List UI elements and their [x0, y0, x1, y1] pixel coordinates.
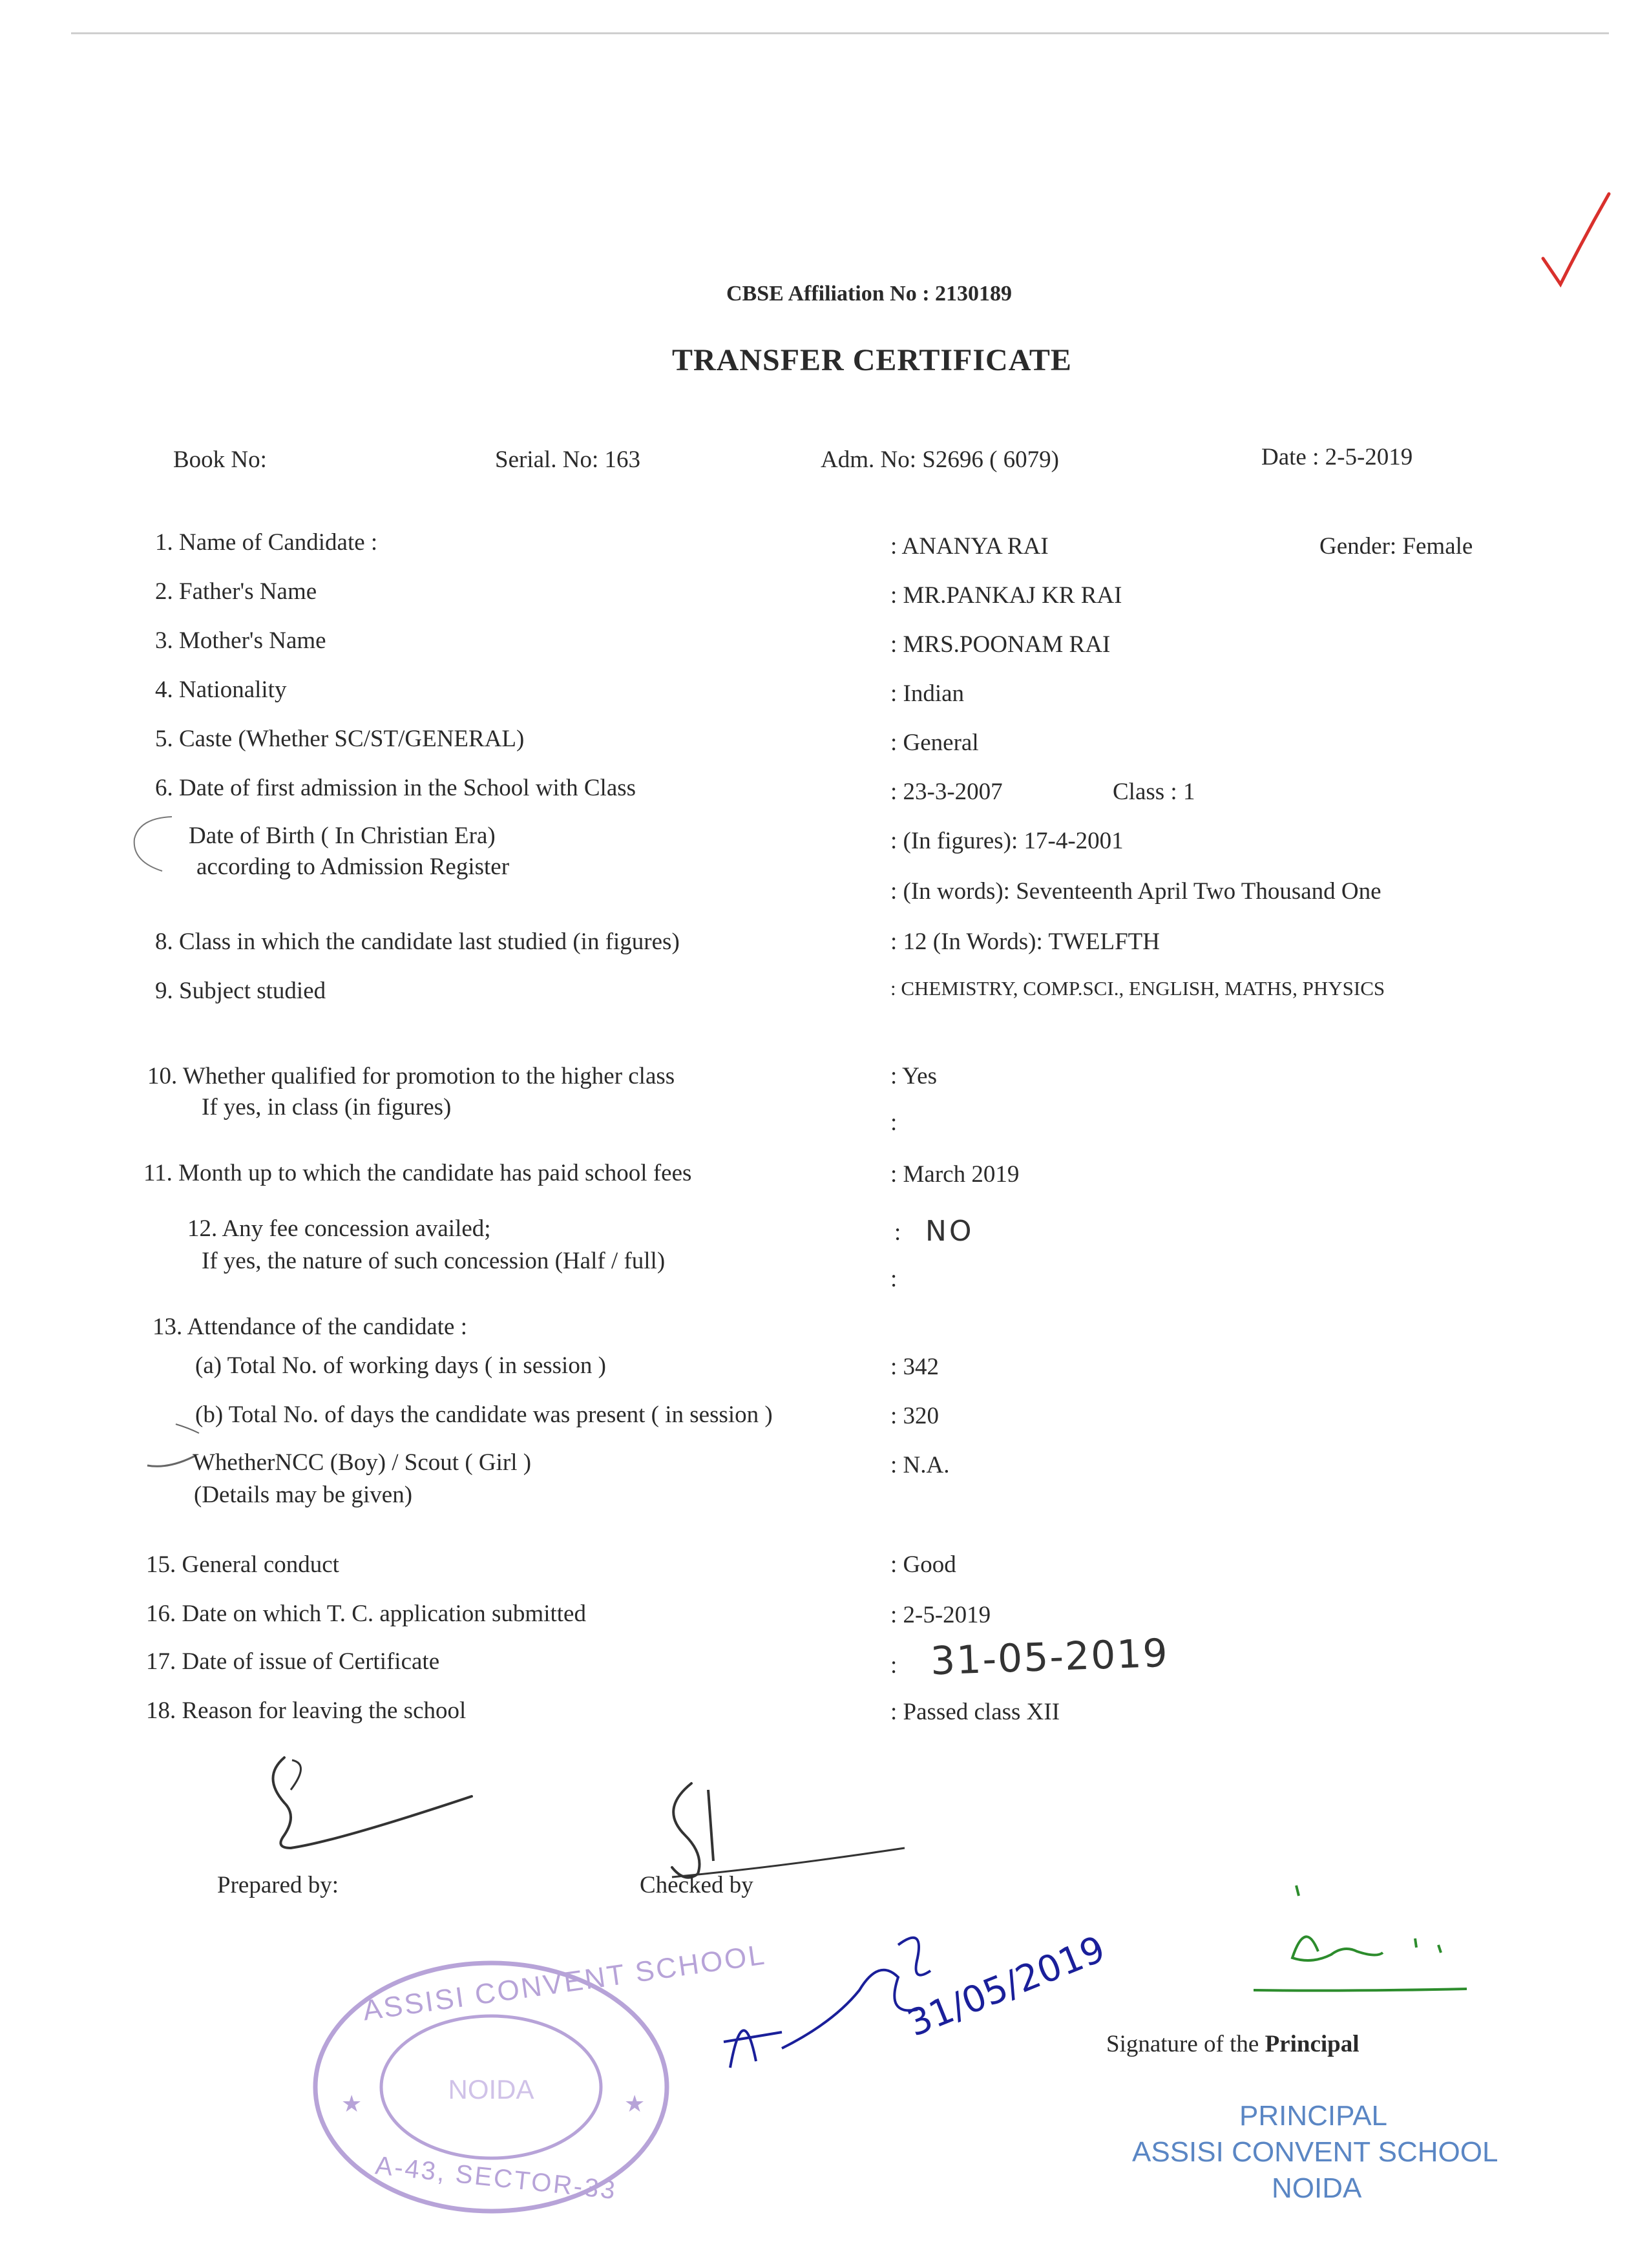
- issue-date: Date : 2-5-2019: [1261, 444, 1413, 470]
- school-seal: [310, 1938, 768, 2216]
- prepared-by-label: Prepared by:: [217, 1872, 339, 1898]
- value-promotion-class: :: [890, 1109, 898, 1136]
- value-nationality: : Indian: [890, 680, 965, 707]
- svg-text:★: ★: [341, 2090, 362, 2117]
- value-promotion: : Yes: [890, 1063, 937, 1089]
- value-gender: Gender: Female: [1319, 533, 1473, 560]
- label-first-admission: 6. Date of first admission in the School with Class: [155, 775, 636, 801]
- value-admission-class: Class : 1: [1113, 779, 1195, 805]
- label-issue-date: 17. Date of issue of Certificate: [146, 1648, 440, 1675]
- svg-text:★: ★: [624, 2090, 646, 2117]
- top-rule: [71, 32, 1609, 34]
- label-attendance: 13. Attendance of the candidate :: [152, 1314, 467, 1340]
- value-application-date: : 2-5-2019: [890, 1602, 991, 1628]
- value-issue-date-colon: :: [890, 1652, 898, 1679]
- value-ncc-scout: : N.A.: [890, 1452, 950, 1478]
- label-leaving-reason: 18. Reason for leaving the school: [146, 1697, 467, 1724]
- prepared-by-signature: [258, 1745, 491, 1861]
- book-number: Book No:: [173, 446, 267, 473]
- label-nationality: 4. Nationality: [155, 677, 287, 703]
- label-subjects: 9. Subject studied: [155, 978, 326, 1004]
- label-conduct: 15. General conduct: [146, 1551, 339, 1578]
- label-application-date: 16. Date on which T. C. application submitted: [146, 1601, 586, 1627]
- receipt-date-handwritten: 31/05/2019: [901, 1927, 1111, 2045]
- admission-number: Adm. No: S2696 ( 6079): [821, 446, 1059, 473]
- value-issue-date-handwritten: 31-05-2019: [929, 1630, 1170, 1685]
- checked-by-signature: [646, 1770, 918, 1887]
- label-father: 2. Father's Name: [155, 578, 317, 605]
- value-concession-colon: :: [894, 1219, 901, 1246]
- label-mother: 3. Mother's Name: [155, 627, 326, 654]
- label-working-days: (a) Total No. of working days ( in session ): [195, 1352, 606, 1379]
- certificate-title: TRANSFER CERTIFICATE: [672, 343, 1072, 377]
- value-father: : MR.PANKAJ KR RAI: [890, 582, 1122, 609]
- value-last-class: : 12 (In Words): TWELFTH: [890, 929, 1160, 955]
- principal-stamp-school: ASSISI CONVENT SCHOOL: [1132, 2136, 1498, 2168]
- value-caste: : General: [890, 730, 979, 756]
- label-dob-2: according to Admission Register: [196, 854, 510, 880]
- value-name: : ANANYA RAI: [890, 533, 1049, 560]
- value-working-days: : 342: [890, 1354, 940, 1380]
- value-concession-nature: :: [890, 1266, 898, 1292]
- label-last-class: 8. Class in which the candidate last studied (in figures): [155, 929, 680, 955]
- label-promotion-1: 10. Whether qualified for promotion to the higher class: [147, 1063, 675, 1089]
- value-leaving-reason: : Passed class XII: [890, 1699, 1060, 1725]
- serial-number: Serial. No: 163: [495, 446, 641, 473]
- value-conduct: : Good: [890, 1551, 956, 1578]
- school-seal-address: A-43, SECTOR-33: [373, 2151, 618, 2205]
- label-concession-1: 12. Any fee concession availed;: [187, 1215, 491, 1242]
- label-fees-paid: 11. Month up to which the candidate has paid school fees: [143, 1160, 692, 1186]
- school-seal-name: ASSISI CONVENT SCHOOL: [361, 1938, 768, 2027]
- punch-hole-mark: [127, 813, 185, 877]
- value-dob-words: : (In words): Seventeenth April Two Thousand One: [890, 878, 1381, 905]
- red-tick-mark: [1538, 187, 1615, 297]
- principal-stamp-city: NOIDA: [1272, 2172, 1362, 2204]
- principal-stamp-title: PRINCIPAL: [1239, 2100, 1388, 2132]
- label-concession-2: If yes, the nature of such concession (Half / full): [202, 1248, 666, 1274]
- value-concession-handwritten: NO: [925, 1215, 974, 1248]
- label-ncc-scout-1: WhetherNCC (Boy) / Scout ( Girl ): [193, 1449, 532, 1476]
- affiliation-number: CBSE Affiliation No : 2130189: [726, 282, 1013, 306]
- label-name: 1. Name of Candidate :: [155, 529, 378, 556]
- value-days-present: : 320: [890, 1403, 940, 1429]
- label-promotion-2: If yes, in class (in figures): [202, 1094, 452, 1120]
- principal-signature-label: Signature of the Principal: [1106, 2031, 1360, 2057]
- label-dob-1: Date of Birth ( In Christian Era): [189, 823, 496, 849]
- checked-by-label: Checked by: [640, 1872, 753, 1898]
- label-ncc-scout-2: (Details may be given): [194, 1482, 413, 1508]
- value-mother: : MRS.POONAM RAI: [890, 631, 1111, 658]
- principal-signature: [1247, 1880, 1480, 2003]
- school-seal-city: NOIDA: [448, 2074, 534, 2105]
- label-caste: 5. Caste (Whether SC/ST/GENERAL): [155, 726, 525, 752]
- value-fees-paid: : March 2019: [890, 1161, 1020, 1188]
- label-days-present: (b) Total No. of days the candidate was present ( in session ): [195, 1402, 773, 1428]
- value-first-admission: : 23-3-2007: [890, 779, 1003, 805]
- value-subjects: : CHEMISTRY, COMP.SCI., ENGLISH, MATHS, PHYSICS: [890, 977, 1385, 1000]
- value-dob-figures: : (In figures): 17-4-2001: [890, 828, 1124, 854]
